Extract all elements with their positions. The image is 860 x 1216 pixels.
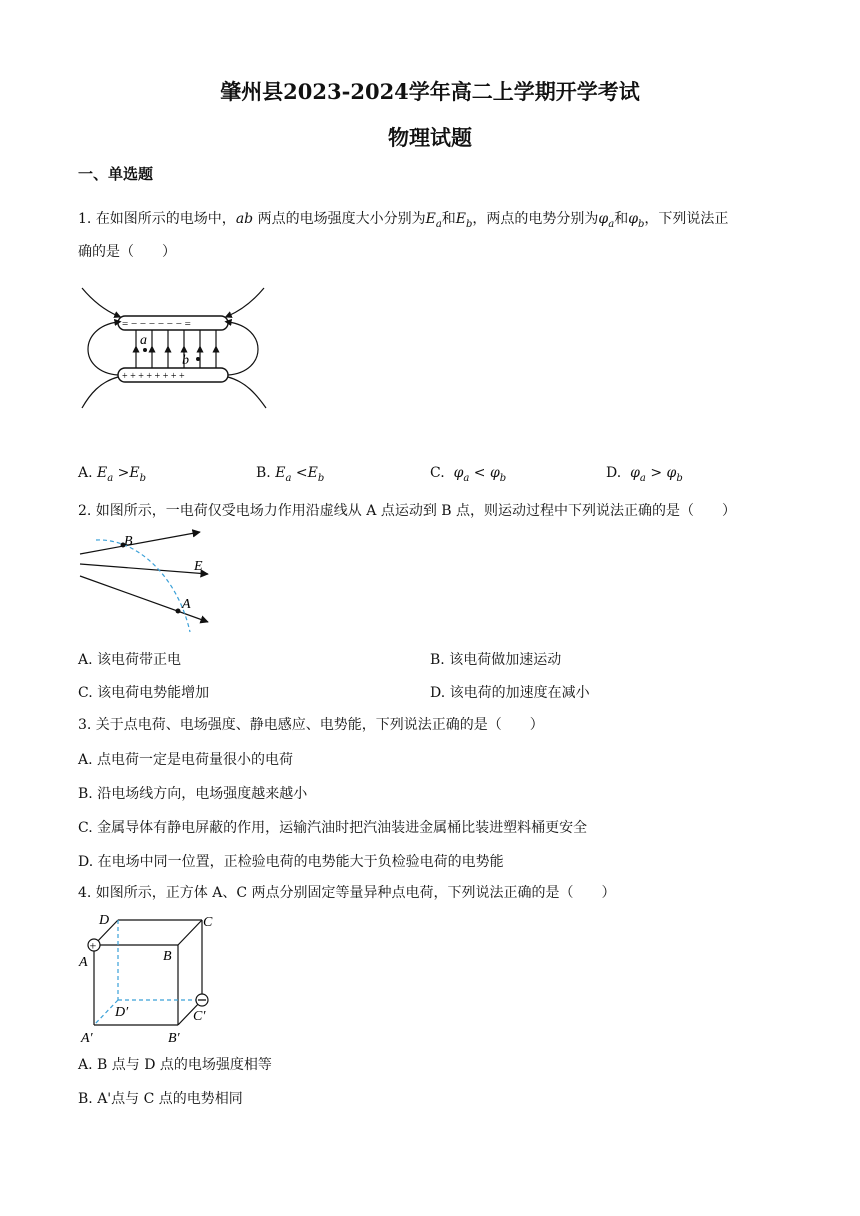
q2-option-c[interactable]: C. 该电荷电势能增加	[78, 685, 210, 701]
question-1-line2: 确的是（ ）	[78, 244, 176, 260]
cube-figure	[76, 908, 226, 1048]
question-3: 3. 关于点电荷、电场强度、静电感应、电势能，下列说法正确的是（ ）	[78, 717, 544, 733]
q1-option-b[interactable]: B. $E_a <E_b$	[256, 465, 325, 484]
trajectory-dashed	[96, 540, 190, 632]
label-c-prime: C′	[193, 1009, 206, 1024]
point-a	[176, 609, 181, 614]
label-d: D	[99, 913, 110, 928]
label-a: A	[182, 597, 191, 612]
q1-option-a[interactable]: A. $E_a >E_b$	[78, 465, 147, 484]
q1-option-c[interactable]: C. $\varphi_a < \varphi_b$	[430, 465, 507, 484]
q2-option-a[interactable]: A. 该电荷带正电	[78, 652, 182, 668]
label-c: C	[203, 915, 213, 930]
label-b: B	[124, 534, 133, 549]
question-4: 4. 如图所示，正方体 A、C 两点分别固定等量异种点电荷，下列说法正确的是（ ）	[78, 885, 616, 901]
question-2: 2. 如图所示，一电荷仅受电场力作用沿虚线从 A 点运动到 B 点，则运动过程中下列说法正确的是（ ）	[78, 503, 737, 519]
q1-option-d[interactable]: D. $\varphi_a > \varphi_b$	[606, 465, 683, 484]
label-b-prime: B′	[168, 1031, 180, 1046]
page-subtitle: 物理试题	[388, 125, 472, 150]
q3-option-b[interactable]: B. 沿电场线方向，电场强度越来越小	[78, 786, 308, 802]
plus-signs: + + + + + + + +	[122, 371, 185, 382]
label-a: a	[140, 333, 147, 348]
label-a: A	[79, 955, 88, 970]
q4-option-b[interactable]: B. A'点与 C 点的电势相同	[78, 1091, 243, 1107]
section-heading: 一、单选题	[78, 165, 154, 183]
q3-option-c[interactable]: C. 金属导体有静电屏蔽的作用，运输汽油时把汽油装进金属桶比装进塑料桶更安全	[78, 820, 588, 836]
hidden-edges	[94, 920, 202, 1025]
label-e: E	[194, 559, 203, 574]
question-1: 1. 在如图所示的电场中，ab 两点的电场强度大小分别为$E_a$和$E_b$，两点的电势分别为$\varphi_a$和$\varphi_b$，下列说法正	[78, 211, 729, 230]
field-lines	[136, 330, 216, 368]
q2-option-d[interactable]: D. 该电荷的加速度在减小	[430, 685, 590, 701]
fringe-lines	[82, 288, 266, 408]
label-a-prime: A′	[81, 1031, 93, 1046]
minus-signs: = − − − − − − =	[122, 318, 191, 330]
q4-option-a[interactable]: A. B 点与 D 点的电场强度相等	[78, 1057, 272, 1073]
capacitor-field-figure	[78, 282, 278, 412]
q3-option-a[interactable]: A. 点电荷一定是电荷量很小的电荷	[78, 752, 294, 768]
field-trajectory-figure	[78, 528, 218, 638]
label-b: B	[163, 949, 172, 964]
point-b	[196, 357, 200, 361]
cube-edges	[94, 920, 202, 1025]
point-a	[143, 348, 147, 352]
page-title: 肇州县2023-2024学年高二上学期开学考试	[220, 79, 640, 104]
q3-option-d[interactable]: D. 在电场中同一位置，正检验电荷的电势能大于负检验电荷的电势能	[78, 854, 504, 870]
label-b: b	[182, 353, 189, 368]
label-d-prime: D′	[115, 1005, 129, 1020]
q2-option-b[interactable]: B. 该电荷做加速运动	[430, 652, 562, 668]
svg-text:+: +	[89, 938, 97, 953]
